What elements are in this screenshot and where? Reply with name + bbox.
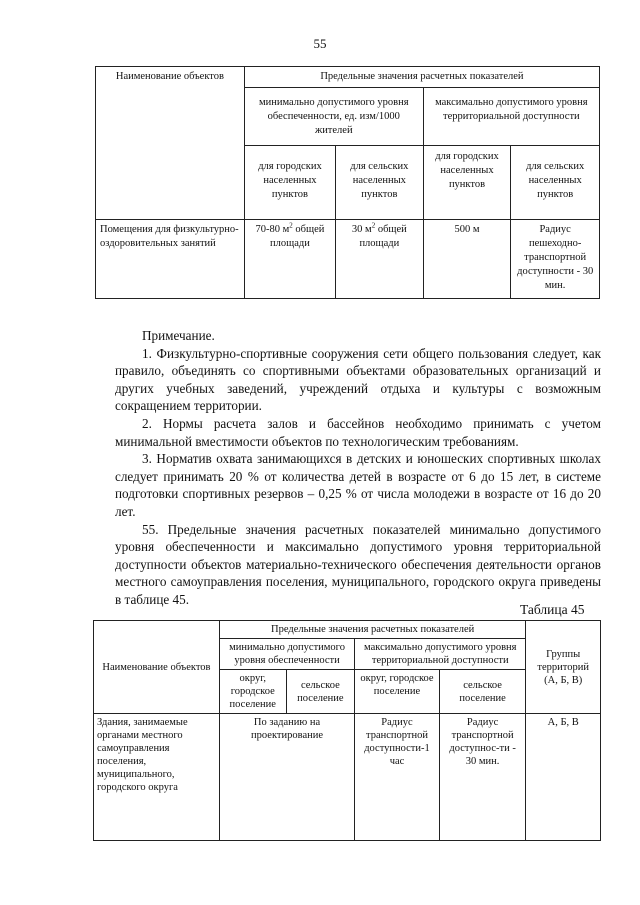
header-city-settlements-2: для городских населенных пунктов bbox=[423, 146, 511, 220]
header-object-name: Наименование объектов bbox=[94, 621, 220, 714]
row-min-provision: По заданию на проектирование bbox=[219, 714, 354, 841]
indicators-table-admin bbox=[93, 620, 601, 841]
header-rural-settlements-2: для сельских населенных пунктов bbox=[511, 146, 600, 220]
header-city-settlements: для городских населенных пунктов bbox=[244, 146, 335, 220]
row-max-rural: Радиус пешеходно-транспортной доступности - 30 мин. bbox=[511, 220, 600, 299]
row-territory-groups: А, Б, В bbox=[526, 714, 601, 841]
row-max-urban: Радиус транспортной доступности-1 час bbox=[355, 714, 440, 841]
header-rural-2: сельское поселение bbox=[439, 670, 526, 714]
header-limit-values: Предельные значения расчетных показателей bbox=[244, 67, 599, 88]
table-caption: Таблица 45 bbox=[520, 602, 585, 617]
indicators-table-sports bbox=[95, 66, 600, 299]
note-2: 2. Нормы расчета залов и бассейнов необходимо принимать с учетом минимальной вместимости объектов по технологическим требованиям. bbox=[115, 415, 601, 449]
header-max-accessibility: максимально допустимого уровня территориальной доступности bbox=[423, 88, 599, 146]
header-min-provision: минимально допустимого уровня обеспеченности, ед. изм/1000 жителей bbox=[244, 88, 423, 146]
header-max-accessibility: максимально допустимого уровня территориальной доступности bbox=[355, 639, 526, 670]
row-min-rural: 30 $м^2$ общей площади bbox=[336, 220, 424, 299]
note-3: 3. Норматив охвата занимающихся в детских и юношеских спортивных школах следует принимать 20 % от количества детей в возрасте от 6 до 15 лет, в системе подготовки спортивных резервов – 0,25 % от числа молодежи в возрасте от 16 до 20 лет. bbox=[115, 451, 601, 519]
row-object-name: Помещения для физкультурно-оздоровительных занятий bbox=[96, 220, 245, 299]
header-urban-2: округ, городское поселение bbox=[355, 670, 440, 714]
row-max-rural: Радиус транспортной доступнос-ти - 30 мин. bbox=[439, 714, 526, 841]
header-rural: сельское поселение bbox=[286, 670, 355, 714]
paragraph-55: 55. Предельные значения расчетных показателей минимально допустимого уровня обеспеченности и максимально допустимого уровня территориальной доступности объектов материально-технического обеспечения деятельности органов местного самоуправления поселения, муниципального, городского округа приведены в таблице 45. bbox=[115, 521, 601, 607]
note-1: 1. Физкультурно-спортивные сооружения сети общего пользования следует, как правило, объединять со спортивными объектами образовательных организаций и других учебных заведений, учреждений отдыха и культуры с возможным сокращением территории. bbox=[115, 345, 601, 414]
header-territory-groups: Группы территорий (А, Б, В) bbox=[526, 621, 601, 714]
header-urban: округ, городское поселение bbox=[219, 670, 286, 714]
notes-section bbox=[115, 327, 601, 609]
header-rural-settlements: для сельских населенных пунктов bbox=[336, 146, 424, 220]
row-max-city: 500 м bbox=[423, 220, 511, 299]
notes-title: Примечание. bbox=[142, 328, 215, 343]
row-object-name: Здания, занимаемые органами местного самоуправления поселения, муниципального, городского округа bbox=[94, 714, 220, 841]
page-number: 55 bbox=[313, 36, 327, 51]
header-object-name: Наименование объектов bbox=[96, 67, 245, 220]
header-min-provision: минимально допустимого уровня обеспеченности bbox=[219, 639, 354, 670]
row-min-city: 70-80 $м^2$ общей площади bbox=[244, 220, 335, 299]
header-limit-values: Предельные значения расчетных показателей bbox=[219, 621, 525, 639]
